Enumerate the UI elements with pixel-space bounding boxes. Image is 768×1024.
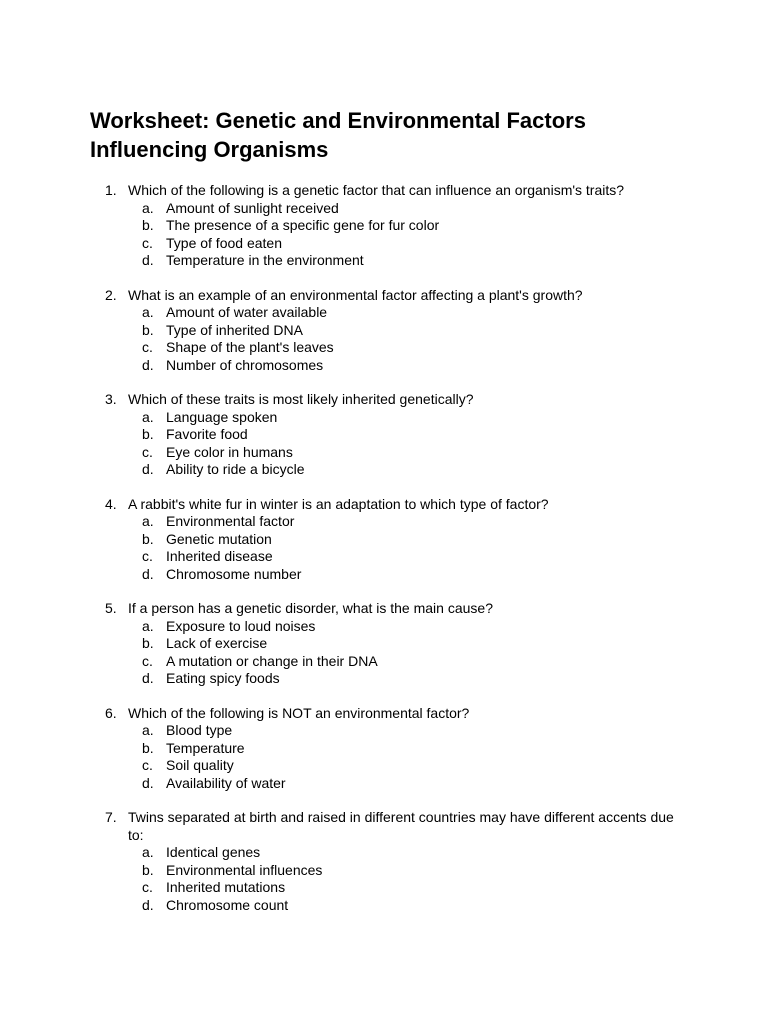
answer-options xyxy=(128,304,678,374)
answer-option xyxy=(128,635,678,653)
option-text: Number of chromosomes xyxy=(166,356,324,373)
answer-option xyxy=(128,653,678,671)
question-number: 3. xyxy=(105,391,117,407)
option-letter: a. xyxy=(142,199,154,216)
question-text: Which of these traits is most likely inherited genetically? xyxy=(128,391,474,407)
question-list xyxy=(90,182,678,914)
answer-option xyxy=(128,740,678,758)
option-text: Temperature xyxy=(166,739,245,756)
option-text: Inherited mutations xyxy=(166,879,286,895)
question-5 xyxy=(90,600,678,688)
option-letter: b. xyxy=(142,739,154,756)
option-letter: d. xyxy=(142,252,154,268)
option-letter: a. xyxy=(142,617,154,634)
answer-option xyxy=(128,322,678,340)
option-text: Blood type xyxy=(166,722,233,738)
option-text: Shape of the plant's leaves xyxy=(166,339,334,355)
option-letter: b. xyxy=(142,217,154,233)
option-text: Type of inherited DNA xyxy=(166,321,303,338)
option-letter: c. xyxy=(142,757,153,773)
question-1 xyxy=(90,182,678,270)
answer-options xyxy=(128,200,678,270)
option-text: Identical genes xyxy=(166,844,261,860)
question-6 xyxy=(90,705,678,793)
answer-option xyxy=(128,775,678,793)
option-letter: a. xyxy=(142,513,154,529)
option-letter: d. xyxy=(142,356,154,373)
option-text: Type of food eaten xyxy=(166,234,282,251)
option-letter: c. xyxy=(142,234,153,251)
worksheet-title: Worksheet: Genetic and Environmental Factors Influencing Organisms xyxy=(90,108,586,162)
answer-options xyxy=(128,513,678,583)
answer-option xyxy=(128,461,678,479)
answer-option xyxy=(128,548,678,566)
option-text: Genetic mutation xyxy=(166,530,272,547)
answer-option xyxy=(128,426,678,444)
option-letter: a. xyxy=(142,844,154,860)
question-number: 5. xyxy=(105,600,117,616)
option-letter: b. xyxy=(142,426,154,442)
answer-option xyxy=(128,444,678,462)
option-text: Eating spicy foods xyxy=(166,670,280,686)
answer-option xyxy=(128,757,678,775)
question-text: Twins separated at birth and raised in different countries may have different accents due to: xyxy=(128,809,674,843)
option-text: Eye color in humans xyxy=(166,443,293,460)
option-text: Exposure to loud noises xyxy=(166,617,316,634)
option-text: Amount of water available xyxy=(166,304,328,320)
answer-option xyxy=(128,252,678,270)
option-letter: b. xyxy=(142,321,154,338)
answer-option xyxy=(128,513,678,531)
option-text: Amount of sunlight received xyxy=(166,199,339,216)
option-text: Availability of water xyxy=(166,774,286,791)
option-text: Inherited disease xyxy=(166,548,273,564)
question-7 xyxy=(90,809,678,914)
option-letter: b. xyxy=(142,635,154,651)
question-3 xyxy=(90,391,678,479)
question-4 xyxy=(90,496,678,584)
question-text: Which of the following is NOT an environmental factor? xyxy=(128,704,470,721)
answer-option xyxy=(128,409,678,427)
answer-option xyxy=(128,531,678,549)
option-letter: b. xyxy=(142,530,154,547)
answer-option xyxy=(128,844,678,862)
answer-option xyxy=(128,897,678,915)
answer-options xyxy=(128,722,678,792)
option-letter: d. xyxy=(142,565,154,582)
option-letter: c. xyxy=(142,652,153,669)
answer-options xyxy=(128,844,678,914)
answer-option xyxy=(128,670,678,688)
option-text: Environmental factor xyxy=(166,513,295,529)
option-text: Favorite food xyxy=(166,426,248,442)
option-text: Ability to ride a bicycle xyxy=(166,461,305,477)
option-text: Temperature in the environment xyxy=(166,252,364,268)
option-letter: c. xyxy=(142,339,153,355)
option-letter: b. xyxy=(142,861,154,878)
answer-option xyxy=(128,304,678,322)
question-text: What is an example of an environmental factor affecting a plant's growth? xyxy=(128,286,583,303)
option-text: Chromosome count xyxy=(166,896,289,913)
answer-option xyxy=(128,235,678,253)
option-letter: c. xyxy=(142,879,153,895)
option-letter: d. xyxy=(142,774,154,791)
option-letter: a. xyxy=(142,408,154,425)
answer-option xyxy=(128,722,678,740)
answer-options xyxy=(128,409,678,479)
option-text: Soil quality xyxy=(166,757,234,773)
option-letter: d. xyxy=(142,461,154,477)
question-number: 1. xyxy=(105,182,117,198)
answer-option xyxy=(128,339,678,357)
option-letter: d. xyxy=(142,896,154,913)
question-2 xyxy=(90,287,678,375)
answer-option xyxy=(128,217,678,235)
answer-option xyxy=(128,862,678,880)
option-letter: c. xyxy=(142,443,153,460)
answer-options xyxy=(128,618,678,688)
option-text: Chromosome number xyxy=(166,565,302,582)
question-number: 6. xyxy=(105,704,117,721)
answer-option xyxy=(128,566,678,584)
option-letter: a. xyxy=(142,722,154,738)
answer-option xyxy=(128,200,678,218)
option-letter: a. xyxy=(142,304,154,320)
option-text: Environmental influences xyxy=(166,861,323,878)
answer-option xyxy=(128,618,678,636)
option-text: The presence of a specific gene for fur color xyxy=(166,217,440,233)
question-text: A rabbit's white fur in winter is an adaptation to which type of factor? xyxy=(128,495,549,512)
option-letter: d. xyxy=(142,670,154,686)
question-number: 4. xyxy=(105,495,117,512)
question-number: 7. xyxy=(105,809,117,825)
option-text: A mutation or change in their DNA xyxy=(166,652,378,669)
option-text: Lack of exercise xyxy=(166,635,268,651)
option-letter: c. xyxy=(142,548,153,564)
question-number: 2. xyxy=(105,286,117,303)
answer-option xyxy=(128,879,678,897)
answer-option xyxy=(128,357,678,375)
question-text: Which of the following is a genetic factor that can influence an organism's traits? xyxy=(128,182,625,198)
question-text: If a person has a genetic disorder, what is the main cause? xyxy=(128,600,493,616)
option-text: Language spoken xyxy=(166,408,278,425)
